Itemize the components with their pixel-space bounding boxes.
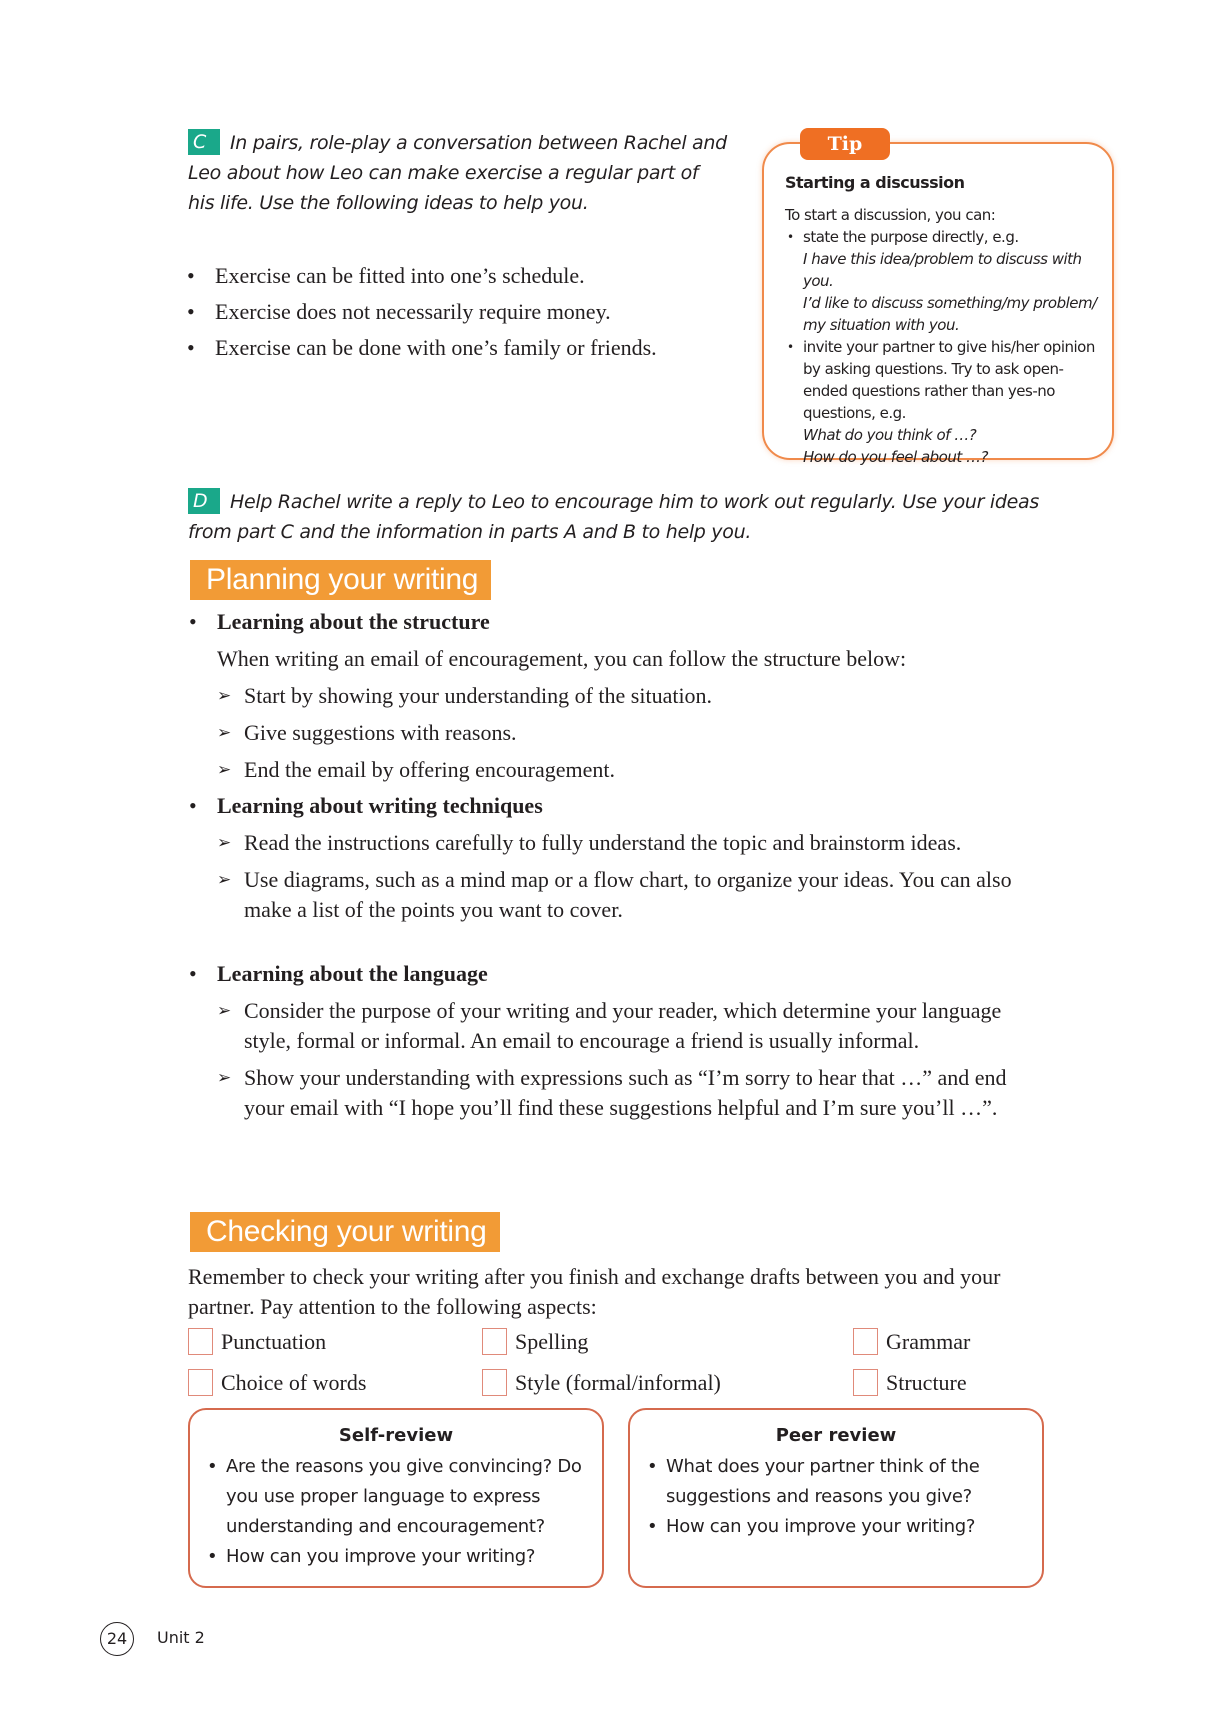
idea-item: • Exercise does not necessarily require money. <box>185 294 745 330</box>
structure-point: ➢ Start by showing your understanding of the situation. <box>185 681 1045 711</box>
tip-item-text: state the purpose directly, e.g. <box>803 228 1019 246</box>
checkbox[interactable] <box>482 1369 507 1396</box>
technique-point: ➢ Use diagrams, such as a mind map or a flow chart, to organize your ideas. You can also make a list of the points you want to cover. <box>185 865 1045 925</box>
structure-intro: When writing an email of encouragement, you can follow the structure below: <box>217 646 907 671</box>
checkbox[interactable] <box>853 1369 878 1396</box>
language-point: ➢ Show your understanding with expressions such as “I’m sorry to hear that …” and end your email with “I hope you’ll find these suggestions helpful and I’m sure you’ll …”. <box>185 1063 1045 1123</box>
checklist-item-grammar <box>853 1328 970 1355</box>
techniques-heading: • Learning about writing techniques <box>185 791 1045 821</box>
tip-list <box>785 226 1105 468</box>
checklist-label: Structure <box>886 1369 967 1395</box>
tip-example: I have this idea/problem to discuss with you. <box>803 250 1082 290</box>
checklist-item-style <box>482 1369 721 1396</box>
part-c-ideas-list <box>185 258 745 366</box>
checklist-label: Spelling <box>515 1328 589 1354</box>
checkbox[interactable] <box>188 1369 213 1396</box>
part-c-instruction <box>188 128 728 218</box>
structure-heading: • Learning about the structure <box>185 607 1045 637</box>
part-d-instruction <box>188 487 1048 547</box>
peer-review-item: • What does your partner think of the suggestions and reasons you give? <box>644 1452 1042 1512</box>
tip-item <box>785 226 1105 336</box>
idea-item: • Exercise can be fitted into one’s schedule. <box>185 258 745 294</box>
self-review-title: Self-review <box>338 1425 454 1446</box>
checklist-label: Punctuation <box>221 1328 327 1354</box>
planning-structure <box>185 607 1045 785</box>
peer-review-box <box>628 1408 1044 1588</box>
planning-language <box>185 959 1045 1123</box>
checklist-label: Choice of words <box>221 1369 367 1395</box>
part-d-text: Help Rachel write a reply to Leo to encourage him to work out regularly. Use your ideas from part C and the information in parts A and B to help you. <box>188 491 1039 543</box>
tip-example: How do you feel about …? <box>803 448 988 466</box>
checklist-item-punctuation <box>188 1328 326 1355</box>
part-d-label: D <box>188 488 220 514</box>
self-review-item: • How can you improve your writing? <box>204 1542 602 1572</box>
self-review-item: • Are the reasons you give convincing? Do you use proper language to express understanding and encouragement? <box>204 1452 602 1542</box>
structure-point: ➢ Give suggestions with reasons. <box>185 718 1045 748</box>
checklist-item-spelling <box>482 1328 588 1355</box>
checkbox[interactable] <box>482 1328 507 1355</box>
tip-example: I’d like to discuss something/my problem/ my situation with you. <box>803 294 1097 334</box>
tip-intro: To start a discussion, you can: <box>785 206 996 224</box>
planning-section-header: Planning your writing <box>190 560 491 600</box>
tip-tab: Tip <box>800 128 890 160</box>
planning-techniques <box>185 791 1045 925</box>
idea-item: • Exercise can be done with one’s family or friends. <box>185 330 745 366</box>
checklist-label: Style (formal/informal) <box>515 1369 721 1395</box>
part-c-label: C <box>188 129 220 155</box>
language-heading: • Learning about the language <box>185 959 1045 989</box>
part-c-text: In pairs, role-play a conversation between Rachel and Leo about how Leo can make exercise a regular part of his life. Use the following ideas to help you. <box>188 132 727 214</box>
checking-intro: Remember to check your writing after you finish and exchange drafts between you and your partner. Pay attention to the following aspects: <box>188 1264 1001 1319</box>
structure-point: ➢ End the email by offering encouragement. <box>185 755 1045 785</box>
peer-review-item: • How can you improve your writing? <box>644 1512 1042 1542</box>
peer-review-title: Peer review <box>775 1425 897 1446</box>
tip-item <box>785 336 1105 468</box>
unit-label: Unit 2 <box>157 1628 205 1647</box>
checking-section-header: Checking your writing <box>190 1212 500 1252</box>
tip-title: Starting a discussion <box>785 173 965 192</box>
checkbox[interactable] <box>188 1328 213 1355</box>
self-review-list <box>190 1452 602 1572</box>
checklist-item-structure <box>853 1369 967 1396</box>
self-review-box <box>188 1408 604 1588</box>
checklist-item-choice-of-words <box>188 1369 366 1396</box>
language-point: ➢ Consider the purpose of your writing and your reader, which determine your language style, formal or informal. An email to encourage a friend is usually informal. <box>185 996 1045 1056</box>
tip-item-text: invite your partner to give his/her opinion by asking questions. Try to ask open-ended questions rather than yes-no questions, e.g. <box>803 338 1095 422</box>
checkbox[interactable] <box>853 1328 878 1355</box>
checklist-label: Grammar <box>886 1328 971 1354</box>
technique-point: ➢ Read the instructions carefully to fully understand the topic and brainstorm ideas. <box>185 828 1045 858</box>
tip-content <box>785 172 1105 468</box>
page-number: 24 <box>100 1622 134 1656</box>
peer-review-list <box>630 1452 1042 1542</box>
tip-example: What do you think of …? <box>803 426 977 444</box>
